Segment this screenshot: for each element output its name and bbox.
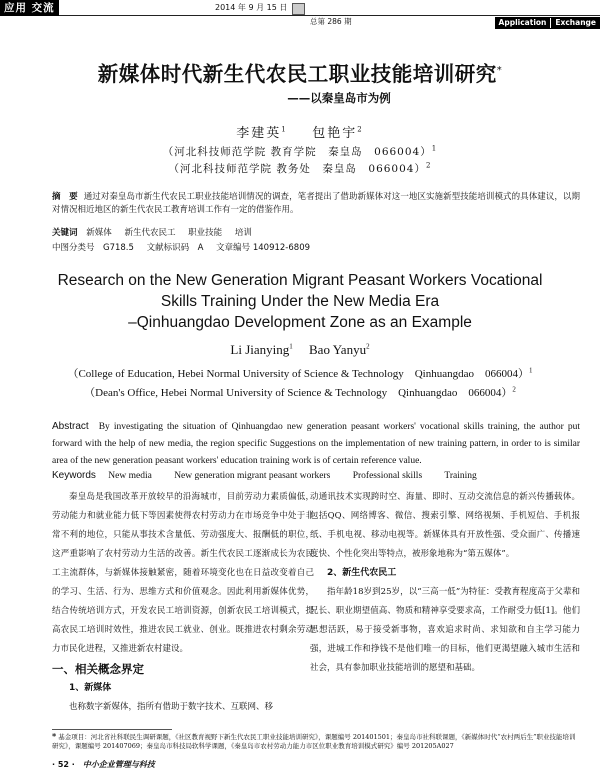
title-text-cn: 新媒体时代新生代农民工职业技能培训研究 — [97, 62, 497, 86]
title-en-line-2: Skills Training Under the New Media Era — [160, 293, 440, 310]
author-1-cn: 李建英 — [236, 126, 282, 141]
affiliation-1-en — [0, 365, 600, 381]
body-column-left — [52, 488, 314, 717]
abstract-en-label: Abstract — [52, 421, 89, 432]
section-tag-exchange: Exchange — [555, 18, 596, 27]
article-number: 文章编号 140912-6809 — [216, 243, 311, 253]
author-1-cn-sup: 1 — [281, 125, 288, 134]
title-en-line-3: –Qinhuangdao Development Zone as an Example — [128, 314, 472, 331]
keywords-cn — [52, 226, 262, 238]
journal-name: 中小企业管理与科技 — [82, 760, 155, 768]
author-2-en: Bao Yanyu — [309, 342, 367, 357]
title-footnote-mark: * — [496, 65, 503, 77]
footnote — [52, 732, 580, 751]
footnote-rule — [52, 729, 172, 730]
keyword-en: Professional skills — [352, 471, 423, 481]
subsection-heading: 1、新媒体 — [69, 683, 112, 693]
article-title-en — [0, 270, 600, 333]
keyword-en: Training — [444, 471, 477, 481]
subsection-heading: 2、新生代农民工 — [327, 568, 397, 578]
body-paragraph: 秦皇岛是我国改革开放较早的沿海城市，目前劳动力素质偏低，劳动能力和就业能力低下等因素使得农村劳动力在市场竞争中处于非常不利的地位，只能从事技术含量低、劳动强度大、报酬低的职位，这严重影响了农村劳动力生活的改善。新生代农民工逐渐成长为农民工主流群体，与新媒体接触紧密，随着环境变化也在日益改变着自己的学习、生活、行为、思维方式和价值观念。因此利用新媒体优势，结合传统培训方式，开发农民工培训资源，创新农民工培训模式，提高农民工培训时效性，推进农民工就业、创业。既推进农村剩余劳动力市民化进程，又推进新农村建设。 — [52, 492, 314, 654]
body-column-right — [310, 488, 580, 678]
abstract-en — [52, 418, 580, 470]
affiliation-2-cn — [0, 161, 600, 176]
author-2-cn: 包艳宇 — [312, 126, 358, 141]
authors-en — [0, 342, 600, 358]
author-1-en: Li Jianying — [230, 342, 290, 357]
keyword-cn: 新生代农民工 — [124, 228, 176, 238]
abstract-en-text: By investigating the situation of Qinhuangdao new generation peasant workers' vocational skills training, the author put forward with the help of new media, the region specific Suggestions on the implementation of new training pattern, in order to is similar area of the new generation peasant workers' education training work is of certain reference value. — [52, 422, 580, 466]
clc-number: 中图分类号 G718.5 — [52, 243, 134, 253]
abstract-cn — [52, 191, 580, 217]
classification-cn — [52, 241, 320, 253]
body-paragraph: 动通讯技术实现跨时空、海量、即时、互动交流信息的新兴传播载体。包括QQ、网络博客、微信、搜索引擎、网络视频、手机短信、手机报纸、手机电视、移动电视等。新媒体具有开放性强、受众面广、传播速度快、个性化突出等特点，被形象地称为“第五媒体”。 — [310, 492, 580, 559]
affiliation-1-cn — [0, 144, 600, 159]
column-label: 应用 交流 — [0, 0, 59, 16]
document-code: 文献标识码 A — [146, 243, 204, 253]
author-2-cn-sup: 2 — [357, 125, 364, 134]
keywords-en-label: Keywords — [52, 470, 96, 481]
affiliation-2-cn-sup: 2 — [425, 161, 432, 170]
affiliation-1-en-sup: 1 — [529, 366, 533, 375]
keywords-en — [52, 470, 497, 481]
keyword-cn: 职业技能 — [188, 228, 223, 238]
page-header — [0, 0, 600, 16]
keyword-cn: 新媒体 — [86, 228, 112, 238]
page-footer — [52, 759, 155, 768]
abstract-cn-label: 摘 要 — [52, 192, 78, 202]
section-tag-application: Application — [498, 18, 547, 27]
author-1-en-sup: 1 — [289, 342, 293, 351]
keyword-en: New generation migrant peasant workers — [174, 471, 331, 481]
section-tag — [495, 17, 600, 29]
abstract-cn-text: 通过对秦皇岛市新生代农民工职业技能培训情况的调查，笔者提出了借助新媒体对这一地区实施新型技能培训模式的具体建议，以期对情况相近地区的新生代农民工教育培训工作有一定的借鉴作用。 — [52, 192, 580, 215]
affiliation-2-en-sup: 2 — [512, 385, 516, 394]
issue-number: 总第 286 期 — [310, 17, 352, 26]
authors-cn — [0, 122, 600, 141]
affiliation-1-en-text: （College of Education, Hebei Normal University of Science & Technology Qinhuangdao 066004） — [67, 368, 530, 380]
body-paragraph: 也称数字新媒体，指所有借助于数字技术、互联网、移 — [69, 702, 274, 712]
article-subtitle-cn: ——以秦皇岛市为例 — [287, 91, 391, 105]
article-title-cn — [0, 57, 600, 87]
affiliation-1-cn-sup: 1 — [431, 144, 438, 153]
header-decoration — [292, 3, 305, 15]
title-en-line-1: Research on the New Generation Migrant Peasant Workers Vocational — [57, 272, 543, 289]
body-paragraph: 指年龄18岁到25岁，以“三高一低”为特征：受教育程度高于父辈和兄长、职业期望值高、物质和精神享受要求高，工作耐受力低[1]。他们思想活跃，易于接受新事物，喜欢追求时尚、求知欲和自主学习能力强，进城工作和挣钱不是他们唯一的目标，他们更渴望融入城市生活和社会，具有参加职业技能培训的愿望和基础。 — [310, 587, 580, 673]
affiliation-2-en-text: （Dean's Office, Hebei Normal University of Science & Technology Qinhuangdao 066004） — [84, 387, 513, 399]
keyword-en: New media — [108, 471, 152, 481]
footnote-mark: * — [52, 731, 57, 741]
page-number: · 52 · — [52, 760, 75, 768]
section-heading: 一、相关概念界定 — [52, 662, 144, 676]
keyword-cn: 培训 — [234, 228, 252, 238]
affiliation-1-cn-text: （河北科技师范学院 教育学院 秦皇岛 066004） — [162, 146, 432, 158]
affiliation-2-en — [0, 384, 600, 400]
author-2-en-sup: 2 — [366, 342, 370, 351]
keywords-cn-label: 关键词 — [52, 228, 78, 238]
affiliation-2-cn-text: （河北科技师范学院 教务处 秦皇岛 066004） — [168, 163, 426, 175]
issue-date: 2014 年 9 月 15 日 — [215, 3, 288, 12]
footnote-text: 基金项目：河北省社科联民生调研课题，《社区教育视野下新生代农民工职业技能培训研究》，课题编号 201401501；秦皇岛市社科联课题，《新媒体时代“农村两后生”职业技能培训研究》，课题编号 201407069；秦皇岛市科技局软科学课题，《秦皇岛市农村劳动力能力市区位职业教育培训模式研究》编号 201205A027 — [52, 733, 576, 750]
